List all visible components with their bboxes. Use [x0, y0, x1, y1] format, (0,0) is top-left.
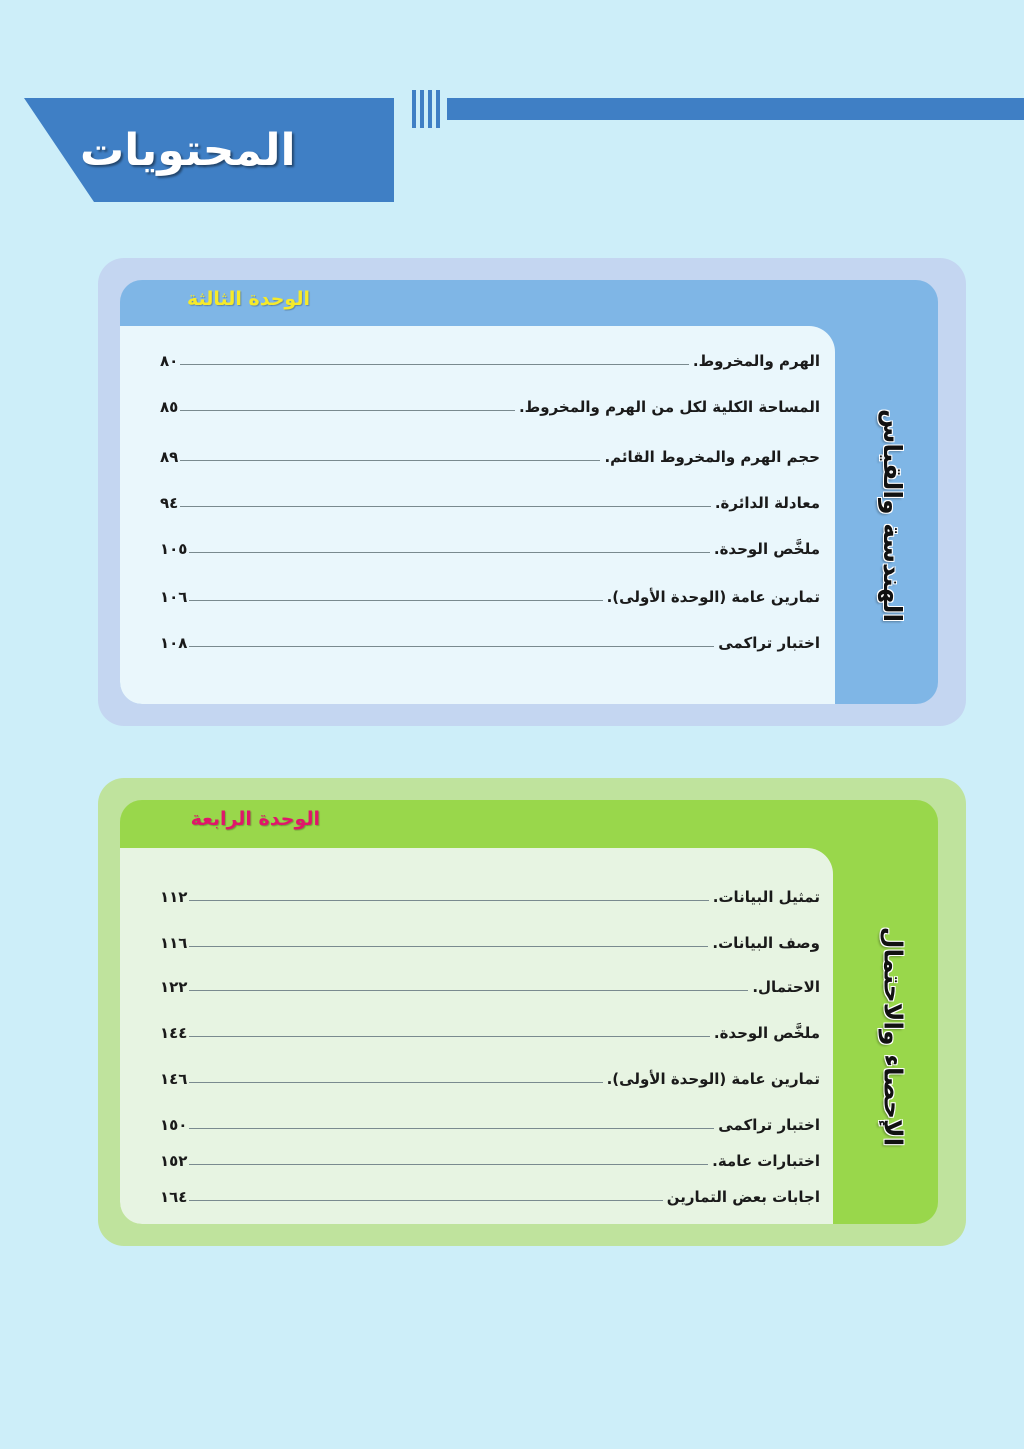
toc-page-number: ١٢٢	[160, 978, 188, 996]
toc-row	[160, 534, 820, 558]
toc-item-title: تمثيل البيانات.	[712, 888, 820, 906]
toc-item-title: الهرم والمخروط.	[692, 352, 820, 370]
toc-leader-line	[189, 552, 709, 553]
toc-item-title: تمارين عامة (الوحدة الأولى).	[606, 588, 820, 606]
toc-row	[160, 488, 820, 512]
toc-page-number: ١٤٤	[160, 1024, 188, 1042]
toc-leader-line	[180, 410, 515, 411]
toc-page-number: ١١٢	[160, 888, 188, 906]
unit3-inner	[120, 280, 938, 704]
toc-page-number: ٩٤	[160, 494, 179, 512]
toc-page-number: ١٥٢	[160, 1152, 188, 1170]
toc-page-number: ١٤٦	[160, 1070, 188, 1088]
toc-row	[160, 928, 820, 952]
toc-row	[160, 1018, 820, 1042]
unit4-label: الوحدة الرابعة	[190, 808, 320, 830]
toc-leader-line	[189, 990, 748, 991]
toc-leader-line	[180, 506, 711, 507]
toc-item-title: وصف البيانات.	[712, 934, 820, 952]
toc-item-title: المساحة الكلية لكل من الهرم والمخروط.	[518, 398, 820, 416]
toc-row	[160, 582, 820, 606]
page-title: المحتويات	[80, 124, 296, 176]
toc-page-number: ٨٩	[160, 448, 179, 466]
toc-item-title: اختبارات عامة.	[712, 1152, 820, 1170]
toc-leader-line	[180, 364, 689, 365]
toc-row	[160, 442, 820, 466]
unit4-contents-list	[120, 848, 833, 1224]
toc-leader-line	[189, 1036, 709, 1037]
toc-page-number: ١٦٤	[160, 1188, 188, 1206]
toc-row	[160, 1110, 820, 1134]
toc-item-title: معادلة الدائرة.	[714, 494, 820, 512]
header-bar	[447, 98, 1024, 120]
header-stripes	[412, 90, 442, 128]
unit4-panel	[98, 778, 966, 1246]
toc-item-title: ملخَّص الوحدة.	[713, 540, 820, 558]
toc-row	[160, 1182, 820, 1206]
toc-leader-line	[180, 460, 600, 461]
toc-item-title: اجابات بعض التمارين	[666, 1188, 820, 1206]
toc-leader-line	[189, 900, 708, 901]
toc-item-title: اختبار تراكمى	[718, 1116, 820, 1134]
unit3-side-title: الهندسة والقياس	[878, 408, 908, 622]
toc-row	[160, 1064, 820, 1088]
unit3-panel	[98, 258, 966, 726]
toc-page-number: ١٠٨	[160, 634, 188, 652]
toc-page-number: ١١٦	[160, 934, 188, 952]
unit3-label: الوحدة الثالثة	[186, 288, 310, 310]
toc-page-number: ٨٥	[160, 398, 179, 416]
toc-leader-line	[189, 946, 708, 947]
toc-leader-line	[189, 600, 602, 601]
toc-page-number: ١٥٠	[160, 1116, 188, 1134]
unit4-inner	[120, 800, 938, 1224]
toc-leader-line	[189, 646, 714, 647]
toc-item-title: تمارين عامة (الوحدة الأولى).	[606, 1070, 820, 1088]
unit3-contents-list	[120, 326, 835, 704]
toc-page-number: ٨٠	[160, 352, 179, 370]
toc-row	[160, 972, 820, 996]
toc-item-title: ملخَّص الوحدة.	[713, 1024, 820, 1042]
toc-leader-line	[189, 1164, 708, 1165]
toc-page-number: ١٠٥	[160, 540, 188, 558]
toc-page-number: ١٠٦	[160, 588, 188, 606]
toc-row	[160, 346, 820, 370]
unit4-side-title: الإحصاء والاحتمال	[878, 926, 908, 1146]
toc-leader-line	[189, 1082, 602, 1083]
toc-leader-line	[189, 1200, 662, 1201]
toc-item-title: الاحتمال.	[752, 978, 820, 996]
toc-item-title: حجم الهرم والمخروط القائم.	[604, 448, 820, 466]
toc-row	[160, 882, 820, 906]
toc-row	[160, 1146, 820, 1170]
toc-leader-line	[189, 1128, 714, 1129]
toc-item-title: اختبار تراكمى	[718, 634, 820, 652]
toc-row	[160, 628, 820, 652]
toc-row	[160, 392, 820, 416]
